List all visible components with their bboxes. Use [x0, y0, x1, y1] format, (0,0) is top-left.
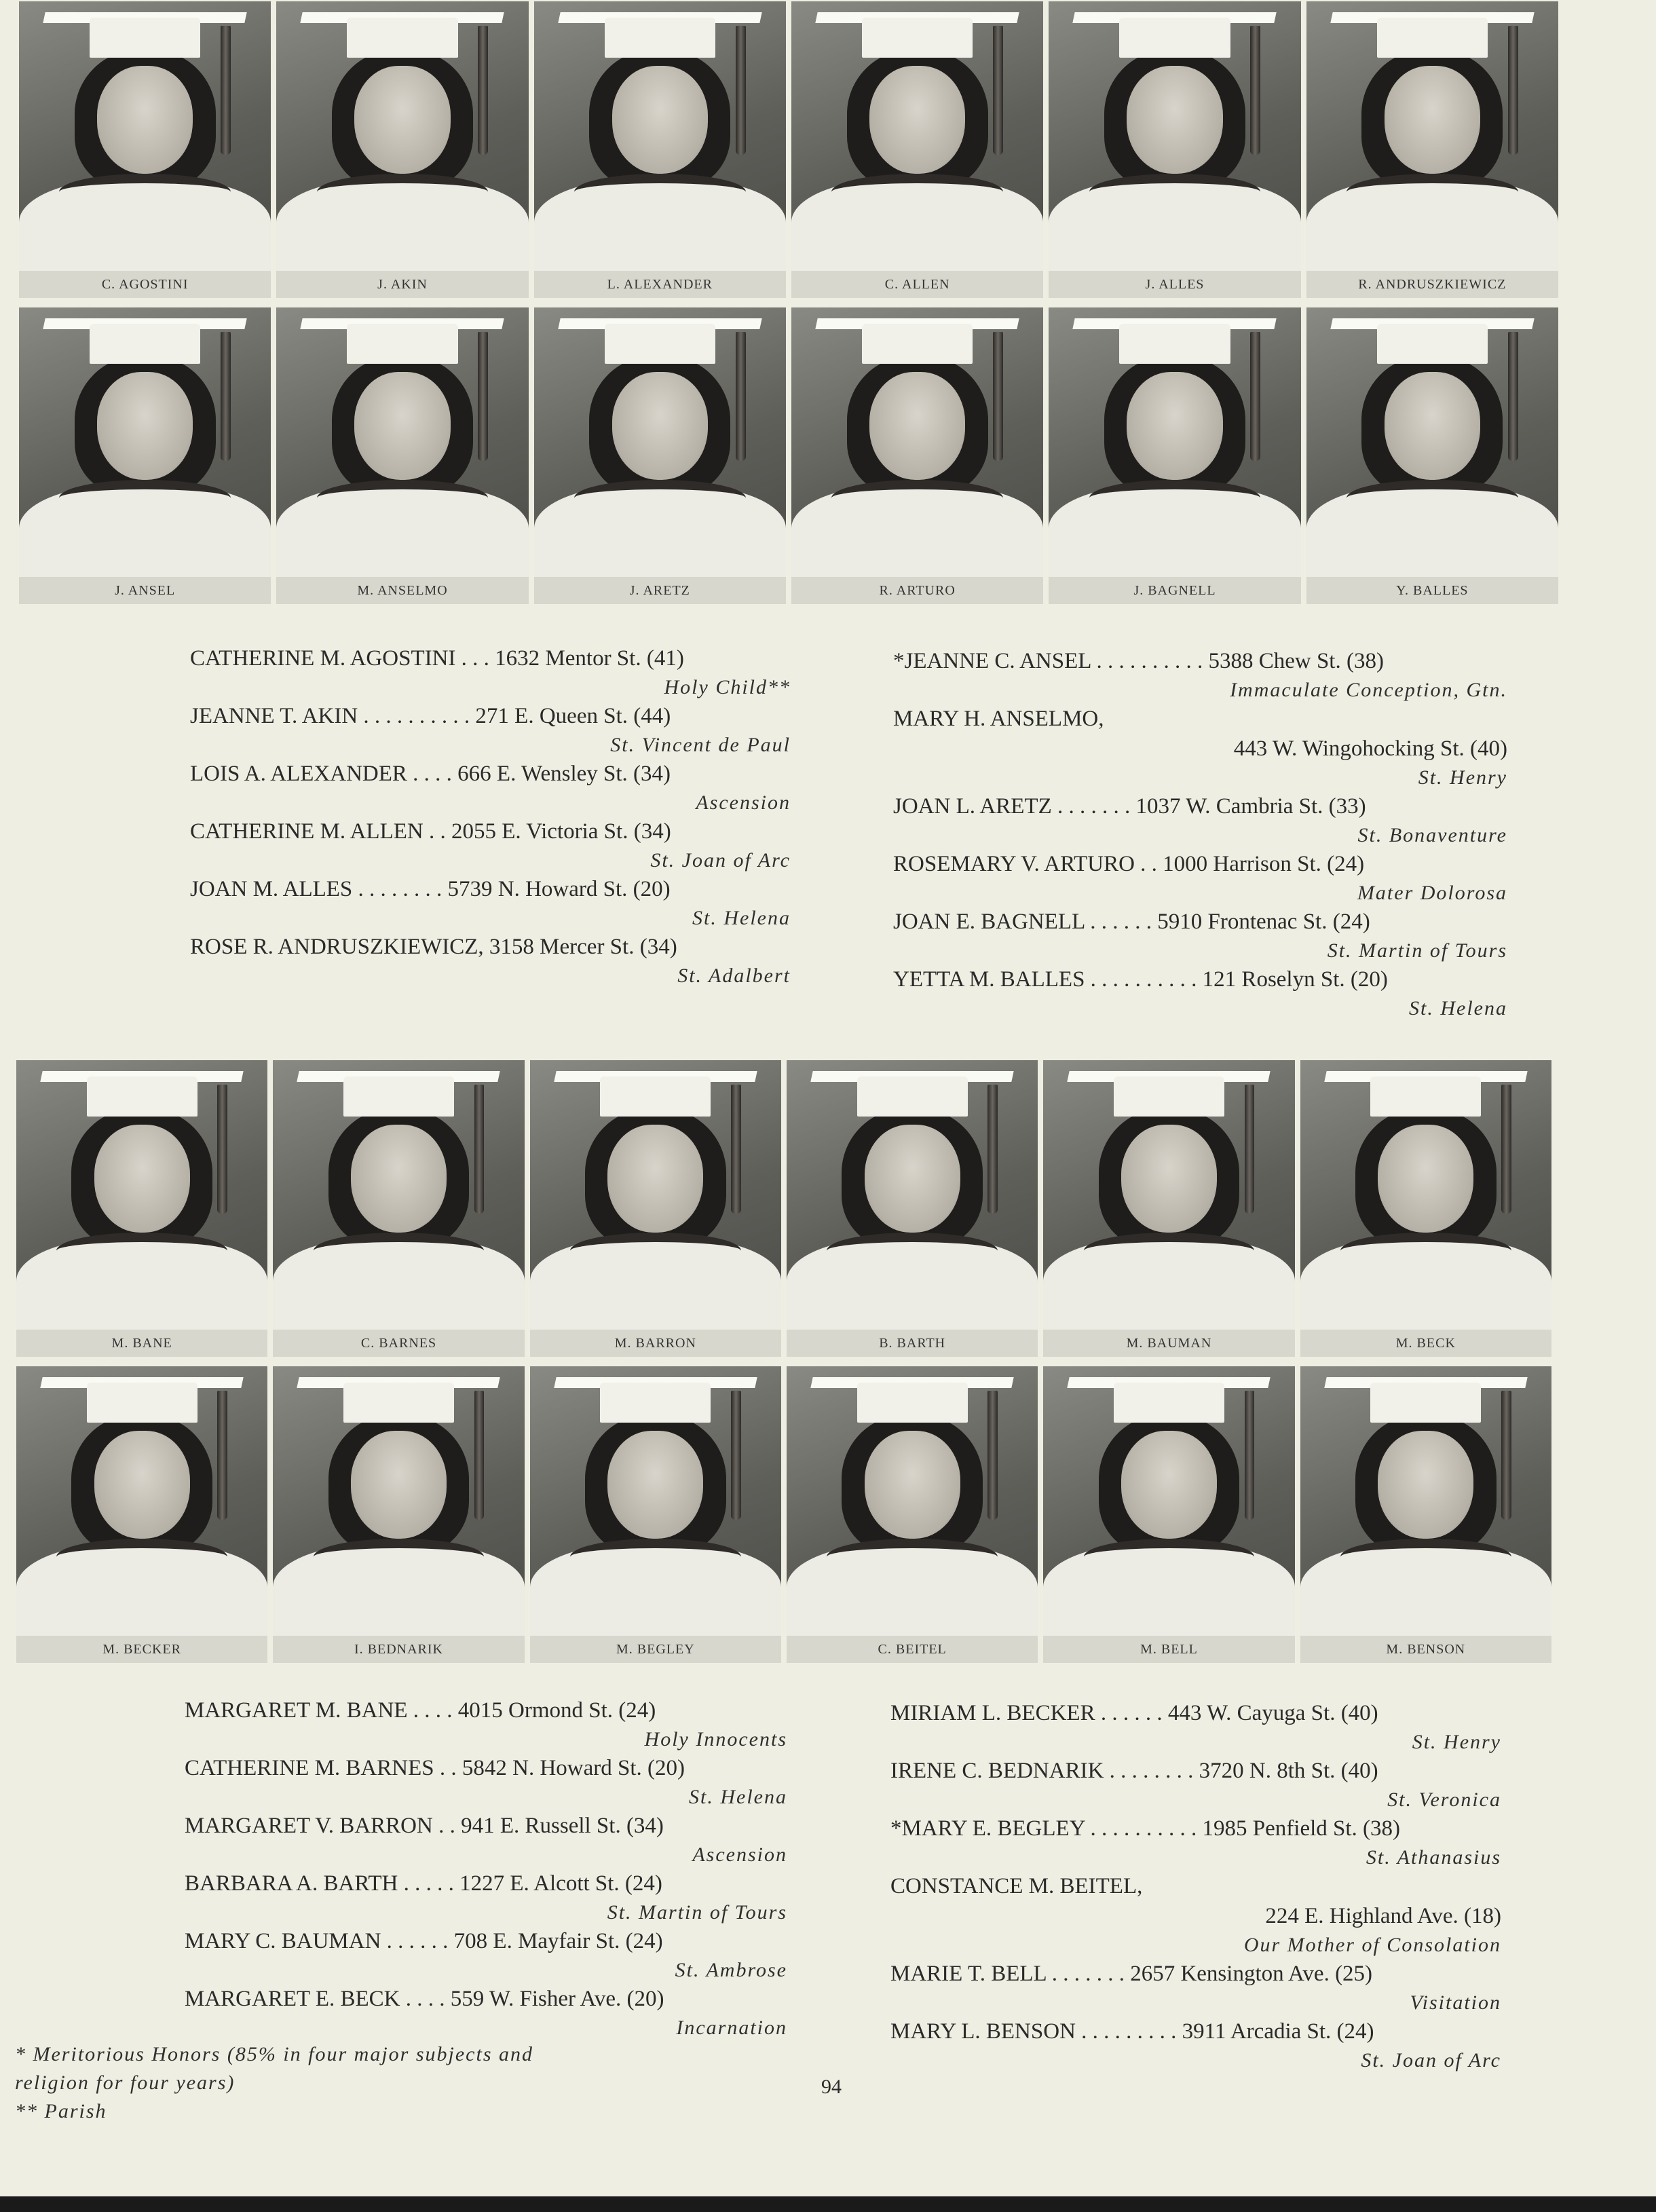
listing-bottom-left: [185, 1695, 787, 2042]
student-entry: [890, 1698, 1501, 1756]
portrait-tassel: [731, 1085, 741, 1214]
portrait-caption: R. ARTURO: [791, 577, 1043, 604]
student-name-address: JOAN L. ARETZ . . . . . . . 1037 W. Cambria St. (33): [893, 794, 1366, 819]
portrait-cap: [347, 324, 457, 364]
student-name-address: BARBARA A. BARTH . . . . . 1227 E. Alcott St. (24): [185, 1871, 662, 1896]
portrait-face: [607, 1431, 703, 1539]
portrait-cap: [347, 18, 457, 58]
portrait-cap: [90, 18, 200, 58]
portrait-tassel: [1508, 26, 1518, 155]
student-entry: [893, 704, 1507, 791]
portrait-cell: [787, 1366, 1038, 1663]
student-entry: [190, 701, 791, 759]
portrait-caption: J. ARETZ: [534, 577, 786, 604]
portrait-collar: [1347, 480, 1518, 517]
student-entry: [185, 1869, 787, 1926]
portrait-cell: [791, 1, 1043, 298]
portrait-collar: [1089, 174, 1261, 210]
portrait-cap: [862, 18, 973, 58]
portrait-cell: [1043, 1060, 1294, 1357]
portrait-cell: [530, 1060, 781, 1357]
portrait-photo: [1306, 307, 1558, 577]
portrait-caption: M. BECKER: [16, 1636, 267, 1663]
listing-bottom-right: [890, 1698, 1501, 2074]
portrait-collar: [831, 174, 1003, 210]
portrait-cell: [791, 307, 1043, 604]
portrait-photo: [1300, 1060, 1551, 1330]
student-name-address: YETTA M. BALLES . . . . . . . . . . 121 Roselyn St. (20): [893, 967, 1388, 992]
portrait-tassel: [221, 332, 231, 462]
student-entry: [185, 1695, 787, 1753]
portrait-photo: [1300, 1366, 1551, 1636]
footnote-line: ** Parish: [15, 2100, 107, 2122]
student-entry: [190, 932, 791, 990]
portrait-photo: [19, 1, 271, 271]
portrait-cell: [534, 307, 786, 604]
portrait-collar: [1089, 480, 1261, 517]
portrait-cell: [1300, 1366, 1551, 1663]
portrait-tassel: [987, 1391, 998, 1520]
portrait-cap: [605, 324, 715, 364]
portrait-face: [869, 66, 965, 174]
portrait-face: [97, 66, 193, 174]
portrait-cap: [605, 18, 715, 58]
portrait-tassel: [1245, 1391, 1255, 1520]
portrait-photo: [787, 1366, 1038, 1636]
portrait-tassel: [736, 332, 746, 462]
portrait-face: [354, 372, 450, 480]
portrait-cell: [273, 1060, 524, 1357]
student-parish: Mater Dolorosa: [1357, 882, 1507, 904]
portrait-collar: [570, 1539, 741, 1575]
portrait-cap: [87, 1076, 197, 1117]
portrait-tassel: [1245, 1085, 1255, 1214]
portrait-tassel: [993, 26, 1003, 155]
student-parish: St. Martin of Tours: [607, 1901, 787, 1924]
portrait-photo: [530, 1366, 781, 1636]
student-entry: [893, 646, 1507, 704]
portrait-caption: J. ALLES: [1049, 271, 1300, 298]
student-name-address: MARGARET V. BARRON . . 941 E. Russell St. (34): [185, 1814, 664, 1838]
portrait-photo: [273, 1366, 524, 1636]
student-parish: Incarnation: [676, 2017, 787, 2039]
student-name-address: ROSEMARY V. ARTURO . . 1000 Harrison St. (24): [893, 852, 1365, 876]
portrait-caption: M. BARRON: [530, 1330, 781, 1357]
portrait-photo: [273, 1060, 524, 1330]
student-name-address: CONSTANCE M. BEITEL,: [890, 1874, 1143, 1898]
portrait-tassel: [1501, 1085, 1511, 1214]
footnote-line: * Meritorious Honors (85% in four major subjects and: [15, 2043, 533, 2065]
portrait-caption: M. BANE: [16, 1330, 267, 1357]
portrait-face: [1385, 372, 1480, 480]
student-parish: Our Mother of Consolation: [1243, 1934, 1501, 1956]
portrait-tassel: [474, 1391, 485, 1520]
student-name-address: *MARY E. BEGLEY . . . . . . . . . . 1985 Penfield St. (38): [890, 1816, 1401, 1841]
student-parish: St. Joan of Arc: [1361, 2049, 1501, 2072]
portrait-collar: [827, 1539, 998, 1575]
portrait-photo: [791, 1, 1043, 271]
portrait-face: [1127, 66, 1222, 174]
student-parish: St. Adalbert: [677, 964, 791, 987]
portrait-photo: [534, 1, 786, 271]
student-parish: St. Henry: [1418, 766, 1507, 789]
portrait-collar: [314, 1539, 485, 1575]
student-name-address: CATHERINE M. AGOSTINI . . . 1632 Mentor St. (41): [190, 646, 684, 671]
student-entry: [893, 849, 1507, 907]
footnote-line: religion for four years): [15, 2072, 236, 2094]
student-entry: [893, 907, 1507, 964]
student-parish: Ascension: [692, 1843, 787, 1866]
student-entry: [893, 791, 1507, 849]
student-name-address: MARY C. BAUMAN . . . . . . 708 E. Mayfair St. (24): [185, 1929, 663, 1953]
portrait-caption: Y. BALLES: [1306, 577, 1558, 604]
portrait-cap: [343, 1383, 454, 1423]
portrait-photo: [530, 1060, 781, 1330]
student-name-address: JOAN M. ALLES . . . . . . . . 5739 N. Howard St. (20): [190, 877, 671, 901]
photo-grid-bottom: [16, 1060, 1551, 1663]
student-entry: [190, 759, 791, 817]
portrait-caption: R. ANDRUSZKIEWICZ: [1306, 271, 1558, 298]
portrait-photo: [276, 307, 528, 577]
portrait-cell: [1049, 307, 1300, 604]
student-name-address: CATHERINE M. BARNES . . 5842 N. Howard St. (20): [185, 1756, 685, 1780]
portrait-caption: M. BECK: [1300, 1330, 1551, 1357]
portrait-cap: [1370, 1383, 1481, 1423]
portrait-photo: [276, 1, 528, 271]
portrait-tassel: [736, 26, 746, 155]
portrait-cell: [19, 307, 271, 604]
portrait-collar: [1340, 1233, 1511, 1269]
portrait-collar: [1084, 1539, 1255, 1575]
page-number: 94: [821, 2076, 842, 2098]
portrait-collar: [56, 1233, 227, 1269]
portrait-cell: [534, 1, 786, 298]
portrait-tassel: [1508, 332, 1518, 462]
portrait-face: [94, 1125, 190, 1233]
student-name-address: ROSE R. ANDRUSZKIEWICZ, 3158 Mercer St. (34): [190, 935, 677, 959]
portrait-tassel: [221, 26, 231, 155]
portrait-tassel: [217, 1085, 227, 1214]
student-name-address: CATHERINE M. ALLEN . . 2055 E. Victoria St. (34): [190, 819, 671, 844]
student-entry: [890, 1756, 1501, 1814]
student-address: 443 W. Wingohocking St. (40): [1233, 736, 1507, 761]
student-name-address: MARGARET M. BANE . . . . 4015 Ormond St. (24): [185, 1698, 656, 1723]
portrait-cell: [16, 1060, 267, 1357]
portrait-cap: [862, 324, 973, 364]
portrait-cap: [90, 324, 200, 364]
portrait-cap: [1114, 1383, 1224, 1423]
portrait-photo: [1049, 307, 1300, 577]
photo-grid-top: [19, 1, 1558, 604]
portrait-collar: [827, 1233, 998, 1269]
portrait-cell: [787, 1060, 1038, 1357]
student-address: 224 E. Highland Ave. (18): [1265, 1904, 1501, 1928]
student-entry: [190, 643, 791, 701]
portrait-collar: [831, 480, 1003, 517]
portrait-caption: C. BARNES: [273, 1330, 524, 1357]
portrait-photo: [534, 307, 786, 577]
portrait-collar: [317, 480, 489, 517]
portrait-collar: [1084, 1233, 1255, 1269]
student-parish: Holy Innocents: [644, 1728, 787, 1750]
portrait-caption: C. AGOSTINI: [19, 271, 271, 298]
student-parish: St. Veronica: [1387, 1788, 1501, 1811]
portrait-photo: [787, 1060, 1038, 1330]
portrait-face: [351, 1125, 447, 1233]
portrait-face: [1378, 1125, 1473, 1233]
portrait-tassel: [1250, 332, 1260, 462]
portrait-face: [1127, 372, 1222, 480]
portrait-cap: [87, 1383, 197, 1423]
portrait-caption: M. BELL: [1043, 1636, 1294, 1663]
student-parish: St. Henry: [1412, 1731, 1501, 1753]
portrait-photo: [1043, 1060, 1294, 1330]
student-entry: [190, 874, 791, 932]
student-entry: [185, 1926, 787, 1984]
student-entry: [893, 964, 1507, 1022]
portrait-tassel: [1501, 1391, 1511, 1520]
portrait-cell: [1306, 1, 1558, 298]
student-parish: Immaculate Conception, Gtn.: [1230, 679, 1507, 701]
student-name-address: MIRIAM L. BECKER . . . . . . 443 W. Cayuga St. (40): [890, 1701, 1378, 1725]
student-name-address: JEANNE T. AKIN . . . . . . . . . . 271 E. Queen St. (44): [190, 704, 671, 728]
student-name-address: MARY L. BENSON . . . . . . . . . 3911 Arcadia St. (24): [890, 2019, 1374, 2044]
portrait-cap: [1119, 18, 1230, 58]
student-name-address: MARGARET E. BECK . . . . 559 W. Fisher Ave. (20): [185, 1987, 664, 2011]
portrait-cap: [1377, 18, 1488, 58]
student-entry: [890, 1871, 1501, 1959]
portrait-tassel: [987, 1085, 998, 1214]
portrait-tassel: [478, 332, 488, 462]
portrait-face: [607, 1125, 703, 1233]
portrait-face: [97, 372, 193, 480]
portrait-cap: [1119, 324, 1230, 364]
student-parish: St. Ambrose: [675, 1959, 787, 1981]
portrait-caption: J. BAGNELL: [1049, 577, 1300, 604]
portrait-caption: C. ALLEN: [791, 271, 1043, 298]
portrait-photo: [1043, 1366, 1294, 1636]
student-name-address: *JEANNE C. ANSEL . . . . . . . . . . 5388 Chew St. (38): [893, 649, 1384, 673]
portrait-cap: [1377, 324, 1488, 364]
portrait-cell: [276, 307, 528, 604]
portrait-collar: [314, 1233, 485, 1269]
portrait-cell: [1049, 1, 1300, 298]
portrait-face: [612, 66, 708, 174]
student-parish: St. Martin of Tours: [1327, 939, 1507, 962]
portrait-caption: J. ANSEL: [19, 577, 271, 604]
student-parish: St. Helena: [1409, 997, 1507, 1019]
student-parish: Ascension: [696, 791, 791, 814]
student-parish: St. Vincent de Paul: [610, 734, 791, 756]
portrait-collar: [59, 174, 231, 210]
student-parish: Holy Child**: [664, 676, 791, 698]
student-entry: [890, 1959, 1501, 2017]
portrait-caption: J. AKIN: [276, 271, 528, 298]
student-name-address: JOAN E. BAGNELL . . . . . . 5910 Frontenac St. (24): [893, 910, 1370, 934]
portrait-caption: M. BEGLEY: [530, 1636, 781, 1663]
portrait-photo: [16, 1060, 267, 1330]
portrait-tassel: [217, 1391, 227, 1520]
portrait-caption: M. ANSELMO: [276, 577, 528, 604]
portrait-collar: [574, 174, 746, 210]
portrait-photo: [16, 1366, 267, 1636]
student-parish: St. Joan of Arc: [650, 849, 791, 871]
portrait-cap: [343, 1076, 454, 1117]
portrait-cell: [1300, 1060, 1551, 1357]
portrait-caption: L. ALEXANDER: [534, 271, 786, 298]
student-name-address: IRENE C. BEDNARIK . . . . . . . . 3720 N. 8th St. (40): [890, 1759, 1378, 1783]
student-entry: [890, 2017, 1501, 2074]
portrait-cell: [1306, 307, 1558, 604]
portrait-cell: [19, 1, 271, 298]
portrait-caption: M. BAUMAN: [1043, 1330, 1294, 1357]
portrait-face: [865, 1125, 960, 1233]
portrait-face: [94, 1431, 190, 1539]
portrait-face: [1121, 1431, 1217, 1539]
portrait-face: [1378, 1431, 1473, 1539]
portrait-collar: [574, 480, 746, 517]
student-parish: St. Helena: [689, 1786, 787, 1808]
student-entry: [190, 817, 791, 874]
student-parish: St. Athanasius: [1366, 1846, 1501, 1869]
portrait-cell: [1043, 1366, 1294, 1663]
student-entry: [185, 1753, 787, 1811]
portrait-cap: [600, 1383, 711, 1423]
portrait-cap: [857, 1076, 968, 1117]
portrait-cell: [276, 1, 528, 298]
portrait-collar: [1347, 174, 1518, 210]
portrait-face: [354, 66, 450, 174]
student-entry: [185, 1811, 787, 1869]
portrait-collar: [570, 1233, 741, 1269]
portrait-caption: M. BENSON: [1300, 1636, 1551, 1663]
student-entry: [890, 1814, 1501, 1871]
student-entry: [185, 1984, 787, 2042]
portrait-cap: [857, 1383, 968, 1423]
portrait-face: [865, 1431, 960, 1539]
student-parish: St. Bonaventure: [1357, 824, 1507, 846]
portrait-caption: C. BEITEL: [787, 1636, 1038, 1663]
portrait-face: [351, 1431, 447, 1539]
portrait-face: [612, 372, 708, 480]
portrait-face: [1385, 66, 1480, 174]
student-name-address: LOIS A. ALEXANDER . . . . 666 E. Wensley St. (34): [190, 762, 671, 786]
listing-top-right: [893, 646, 1507, 1022]
portrait-cell: [273, 1366, 524, 1663]
portrait-tassel: [474, 1085, 485, 1214]
portrait-cap: [600, 1076, 711, 1117]
portrait-face: [869, 372, 965, 480]
portrait-collar: [59, 480, 231, 517]
portrait-collar: [56, 1539, 227, 1575]
portrait-tassel: [731, 1391, 741, 1520]
listing-top-left: [190, 643, 791, 990]
footnotes: [15, 2040, 533, 2126]
portrait-tassel: [993, 332, 1003, 462]
portrait-tassel: [1250, 26, 1260, 155]
portrait-cap: [1370, 1076, 1481, 1117]
student-name-address: MARIE T. BELL . . . . . . . 2657 Kensington Ave. (25): [890, 1962, 1373, 1986]
portrait-collar: [317, 174, 489, 210]
portrait-cap: [1114, 1076, 1224, 1117]
portrait-cell: [16, 1366, 267, 1663]
portrait-photo: [1049, 1, 1300, 271]
portrait-photo: [19, 307, 271, 577]
student-parish: Visitation: [1410, 1991, 1501, 2014]
portrait-photo: [791, 307, 1043, 577]
portrait-cell: [530, 1366, 781, 1663]
portrait-caption: I. BEDNARIK: [273, 1636, 524, 1663]
bottom-border: [0, 2196, 1656, 2212]
student-parish: St. Helena: [692, 907, 791, 929]
portrait-collar: [1340, 1539, 1511, 1575]
portrait-photo: [1306, 1, 1558, 271]
portrait-face: [1121, 1125, 1217, 1233]
portrait-caption: B. BARTH: [787, 1330, 1038, 1357]
student-name-address: MARY H. ANSELMO,: [893, 707, 1104, 731]
portrait-tassel: [478, 26, 488, 155]
